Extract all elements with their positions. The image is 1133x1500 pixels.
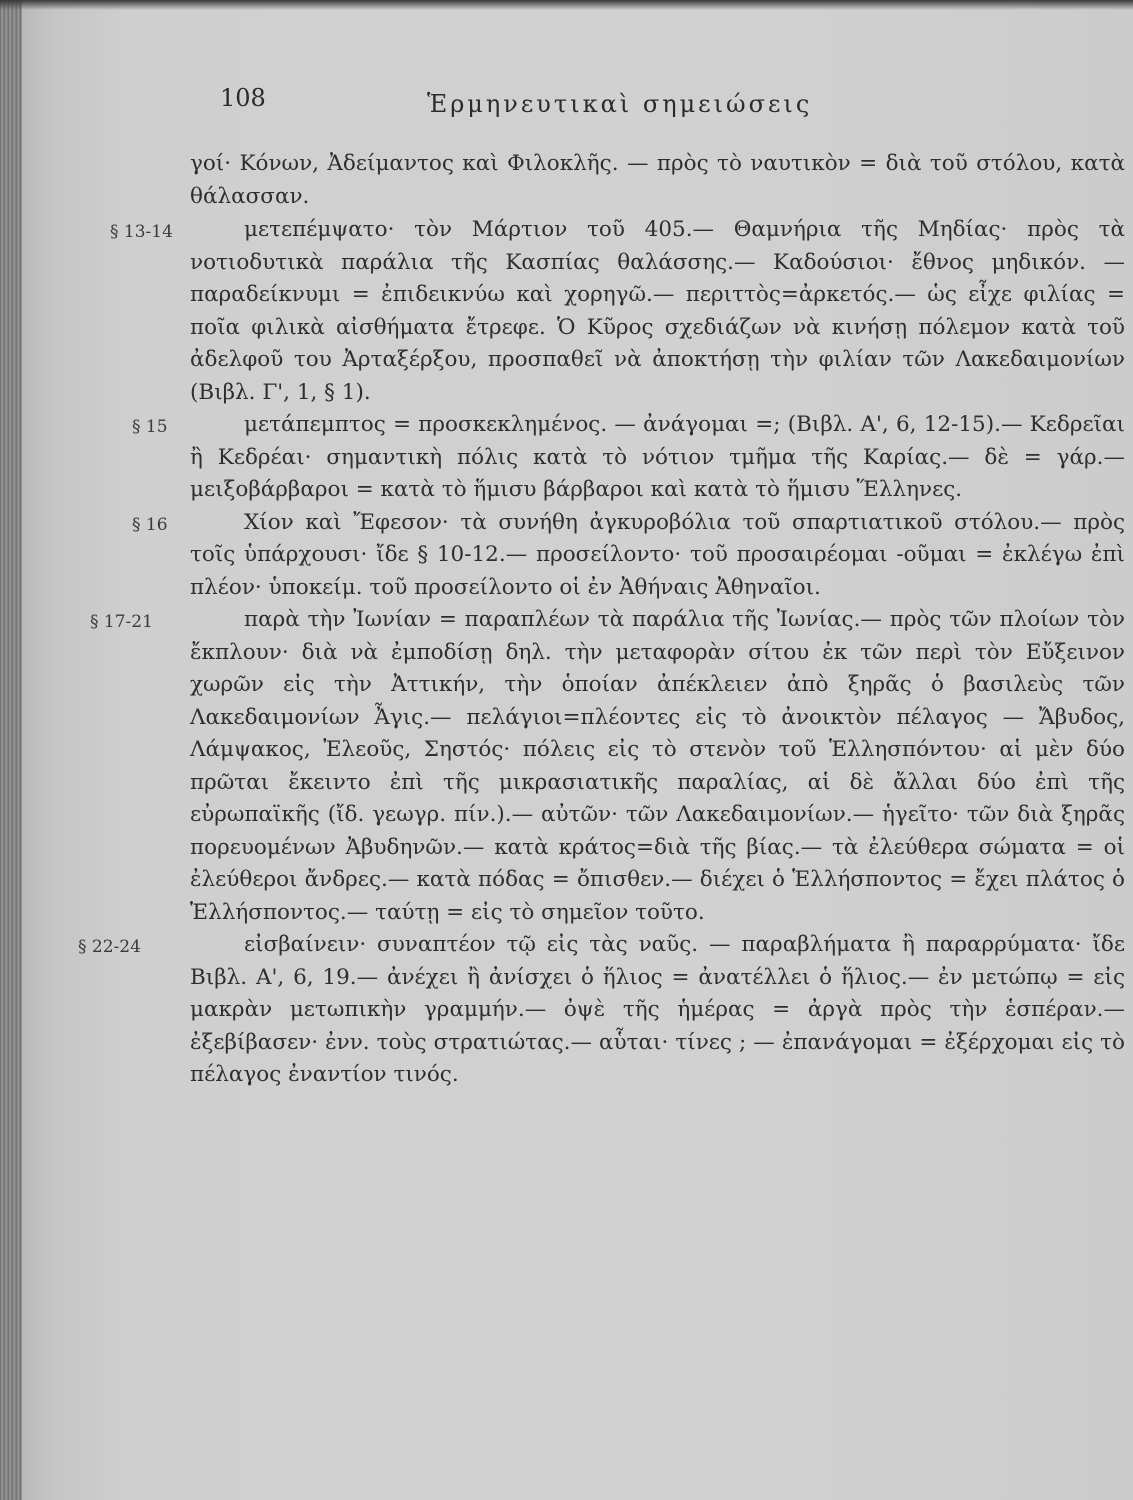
section-label: § 13-14	[110, 222, 173, 242]
section-15	[132, 409, 1125, 507]
paragraph-text: μετεπέμψατο· τὸν Μάρτιον τοῦ 405.— Θαμνήρια τῆς Μηδίας· πρὸς τὰ νοτιοδυτικὰ παράλια τῆς Κασπίας θαλάσσης.— Καδούσιοι· ἔθνος μηδικόν. — παραδείκνυμι = ἐπιδεικνύω καὶ χορηγῶ.— περιττὸς=ἀρκετός.— ὡς εἶχε φιλίας = ποῖα φιλικὰ αἰσθήματα ἔτρεφε. Ὁ Κῦρος σχεδιάζων νὰ κινήσῃ πόλεμον κατὰ τοῦ ἀδελφοῦ του Ἀρταξέρξου, προσπαθεῖ νὰ ἀποκτήσῃ τὴν φιλίαν τῶν Λακεδαιμονίων (Βιβλ. Γ', 1, § 1).	[190, 217, 1125, 405]
section-label: § 17-21	[90, 612, 153, 632]
paragraph-text: γοί· Κόνων, Ἀδείμαντος καὶ Φιλοκλῆς. — πρὸς τὸ ναυτικὸν = διὰ τοῦ στόλου, κατὰ θάλασσαν.	[190, 151, 1125, 209]
book-page	[22, 0, 1133, 1500]
section-label: § 15	[132, 417, 168, 437]
section-label: § 16	[132, 514, 168, 535]
page-header	[22, 80, 1133, 120]
scan-top-shadow	[0, 0, 1133, 10]
paragraph-text: μετάπεμπτος = προσκεκλημένος. — ἀνάγομαι =; (Βιβλ. Α', 6, 12-15).— Κεδρεῖαι ἢ Κεδρέαι· σημαντικὴ πόλις κατὰ τὸ νότιον τμῆμα τῆς Καρίας.— δὲ = γάρ.— μειξοβάρβαροι = κατὰ τὸ ἥμισυ βάρβαροι καὶ κατὰ τὸ ἥμισυ Ἕλληνες.	[190, 412, 1125, 502]
section-label: § 22-24	[78, 937, 141, 957]
paragraph-text: παρὰ τὴν Ἰωνίαν = παραπλέων τὰ παράλια τῆς Ἰωνίας.— πρὸς τῶν πλοίων τὸν ἔκπλουν· διὰ νὰ ἐμποδίσῃ δηλ. τὴν μεταφορὰν σίτου ἐκ τῶν περὶ τὸν Εὔξεινον χωρῶν εἰς τὴν Ἀττικήν, τὴν ὁποίαν ἀπέκλειεν ἀπὸ ξηρᾶς ὁ βασιλεὺς τῶν Λακεδαιμονίων Ἆγις.— πελάγιοι=πλέοντες εἰς τὸ ἀνοικτὸν πέλαγος — Ἄβυδος, Λάμψακος, Ἐλεοῦς, Σηστός· πόλεις εἰς τὸ στενὸν τοῦ Ἑλλησπόντου· αἱ μὲν δύο πρῶται ἔκειντο ἐπὶ τῆς μικρασιατικῆς παραλίας, αἱ δὲ ἄλλαι δύο ἐπὶ τῆς εὐρωπαϊκῆς (ἴδ. γεωγρ. πίν.).— αὐτῶν· τῶν Λακεδαιμονίων.— ἡγεῖτο· τῶν διὰ ξηρᾶς πορευομένων Ἀβυδηνῶν.— κατὰ κράτος=διὰ τῆς βίας.— τὰ ἐλεύθερα σώματα = οἱ ἐλεύθεροι ἄνδρες.— κατὰ πόδας = ὄπισθεν.— διέχει ὁ Ἑλλήσποντος = ἔχει πλάτος ὁ Ἑλλήσποντος.— ταύτῃ = εἰς τὸ σημεῖον τοῦτο.	[190, 607, 1125, 925]
page-number: 108	[220, 84, 266, 112]
section-17-21	[90, 604, 1125, 929]
commentary-body	[22, 148, 1133, 1092]
section-16	[132, 507, 1125, 605]
continuation-paragraph	[190, 148, 1125, 213]
page-stack-edges	[0, 0, 22, 1500]
paragraph-text: Χίον καὶ Ἔφεσον· τὰ συνήθη ἀγκυροβόλια τοῦ σπαρτιατικοῦ στόλου.— πρὸς τοῖς ὑπάρχουσι· ἴδε § 10-12.— προσείλοντο· τοῦ προσαιρέομαι -οῦμαι = ἐκλέγω ἐπὶ πλέον· ὑποκείμ. τοῦ προσείλοντο οἱ ἐν Ἀθήναις Ἀθηναῖοι.	[190, 509, 1125, 600]
paragraph-text: εἰσβαίνειν· συναπτέον τῷ εἰς τὰς ναῦς. — παραβλήματα ἢ παραρρύματα· ἴδε Βιβλ. Α', 6, 19.— ἀνέχει ἢ ἀνίσχει ὁ ἥλιος = ἀνατέλλει ὁ ἥλιος.— ἐν μετώπῳ = εἰς μακρὰν μετωπικὴν γραμμήν.— ὀψὲ τῆς ἡμέρας = ἀργὰ πρὸς τὴν ἑσπέραν.— ἐξεβίβασεν· ἐνν. τοὺς στρατιώτας.— αὗται· τίνες ; — ἐπανάγομαι = ἐξέρχομαι εἰς τὸ πέλαγος ἐναντίον τινός.	[190, 932, 1125, 1087]
section-22-24	[78, 929, 1125, 1092]
section-13-14	[110, 214, 1125, 409]
running-title: Ἑρμηνευτικαὶ σημειώσεις	[427, 90, 813, 118]
